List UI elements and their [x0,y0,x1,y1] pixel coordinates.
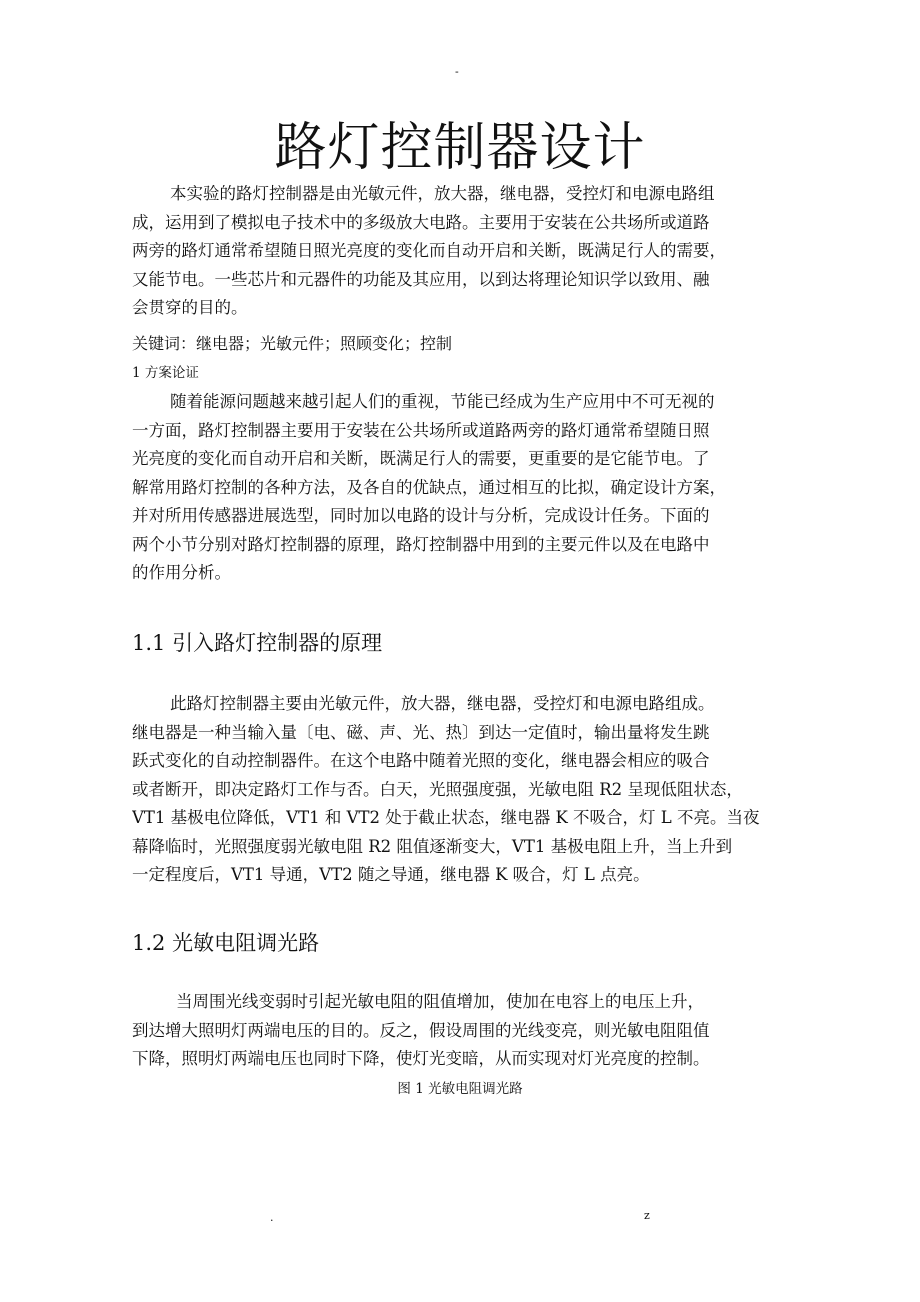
section-heading-1: 1 方案论证 [132,365,199,381]
section1-1-line: 继电器是一种当输入量〔电、磁、声、光、热〕到达一定值时，输出量将发生跳 [132,722,710,742]
section1-line: 解常用路灯控制的各种方法，及各自的优缺点，通过相互的比拟，确定设计方案， [132,477,726,497]
section1-2-line: 当周围光线变弱时引起光敏电阻的阻值增加，使加在电容上的电压上升， [176,992,704,1011]
section1-1-line: 或者断开，即决定路灯工作与否。白天，光照强度强，光敏电阻 R2 呈现低阻状态， [132,779,743,799]
abstract-line: 本实验的路灯控制器是由光敏元件，放大器，继电器，受控灯和电源电路组 [170,184,715,203]
section-heading-1-2: 1.2 光敏电阻调光路 [132,931,320,955]
section1-line: 的作用分析。 [132,563,231,582]
section1-line: 并对所用传感器进展选型，同时加以电路的设计与分析，完成设计任务。下面的 [132,506,710,525]
section1-2-paragraph [132,988,790,1074]
abstract-line: 会贯穿的目的。 [132,298,248,317]
abstract-line: 两旁的路灯通常希望随日照光亮度的变化而自动开启和关断，既满足行人的需要， [132,241,726,260]
section1-2-line: 下降，照明灯两端电压也同时下降，使灯光变暗，从而实现对灯光亮度的控制。 [132,1049,710,1068]
section1-line: 一方面，路灯控制器主要用于安装在公共场所或道路两旁的路灯通常希望随日照 [132,420,710,440]
section1-1-line: 跃式变化的自动控制器件。在这个电路中随着光照的变化，继电器会相应的吸合 [132,751,710,770]
footer-left-mark: . [270,1211,274,1224]
abstract-paragraph [132,180,790,323]
section1-2-line: 到达增大照明灯两端电压的目的。反之，假设周围的光线变亮，则光敏电阻阻值 [132,1020,710,1040]
abstract-line: 成，运用到了模拟电子技术中的多级放大电路。主要用于安装在公共场所或道路 [132,212,710,232]
section1-1-line: 此路灯控制器主要由光敏元件，放大器，继电器，受控灯和电源电路组成。 [170,694,715,713]
keywords: 关键词：继电器；光敏元件；照顾变化；控制 [132,334,453,353]
section1-line: 随着能源问题越来越引起人们的重视，节能已经成为生产应用中不可无视的 [170,392,715,411]
section1-paragraph [132,388,790,588]
figure-caption: 图 1 光敏电阻调光路 [397,1081,523,1097]
document-title: 路灯控制器设计 [274,118,646,178]
header-mark: - [455,65,459,78]
section1-1-paragraph [132,690,790,890]
abstract-line: 又能节电。一些芯片和元器件的功能及其应用，以到达将理论知识学以致用、融 [132,269,710,289]
section1-line: 光亮度的变化而自动开启和关断，既满足行人的需要，更重要的是它能节电。了 [132,449,710,468]
section1-line: 两个小节分别对路灯控制器的原理，路灯控制器中用到的主要元件以及在电路中 [132,534,710,554]
section1-1-line: VT1 基极电位降低，VT1 和 VT2 处于截止状态，继电器 K 不吸合，灯 L 不亮。当夜 [132,808,760,827]
section-heading-1-1: 1.1 引入路灯控制器的原理 [132,631,383,655]
section1-1-line: 一定程度后，VT1 导通，VT2 随之导通，继电器 K 吸合，灯 L 点亮。 [132,865,650,884]
footer-right-mark: z [644,1209,650,1222]
section1-1-line: 幕降临时，光照强度弱光敏电阻 R2 阻值逐渐变大，VT1 基极电阻上升，当上升到 [132,836,733,856]
